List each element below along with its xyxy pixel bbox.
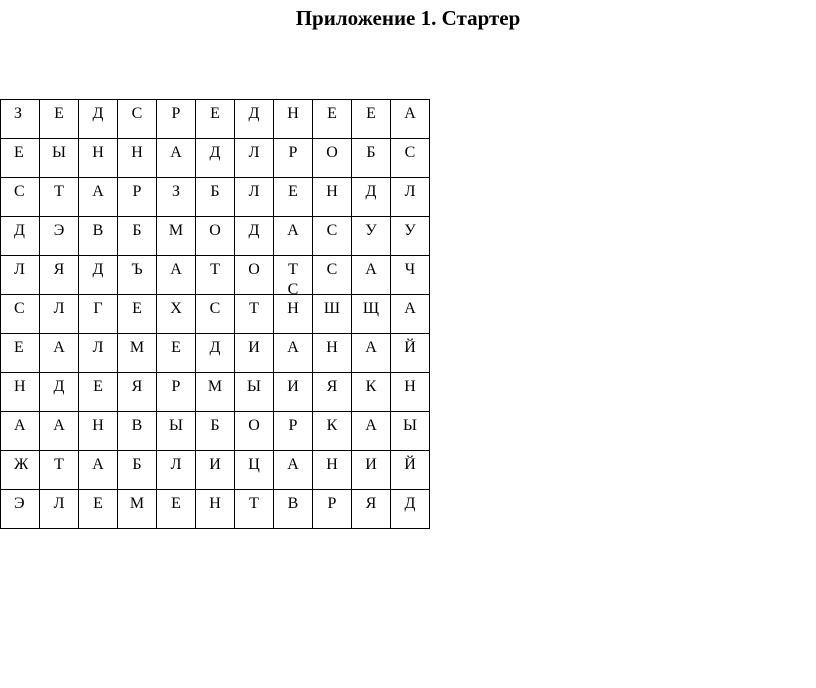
page-title: Приложение 1. Стартер	[295, 6, 521, 30]
grid-letter: А	[14, 417, 26, 434]
grid-cell	[274, 100, 313, 139]
grid-letter: А	[170, 144, 182, 161]
grid-cell	[391, 256, 430, 295]
grid-cell	[352, 490, 391, 529]
grid-letter: А	[53, 339, 65, 356]
grid-letter: Р	[171, 105, 181, 122]
grid-cell	[79, 256, 118, 295]
grid-letter: И	[365, 456, 377, 473]
grid-letter: Я	[53, 261, 65, 278]
grid-cell	[196, 295, 235, 334]
grid-cell	[235, 334, 274, 373]
grid-letter: С	[326, 222, 338, 239]
grid-letter: Р	[132, 183, 142, 200]
grid-letter: Ы	[403, 417, 417, 434]
grid-letter: Н	[209, 495, 221, 512]
grid-letter: З	[171, 183, 180, 200]
grid-letter: Б	[132, 456, 142, 473]
grid-cell	[40, 217, 79, 256]
grid-letter: Н	[326, 456, 338, 473]
grid-cell	[274, 490, 313, 529]
grid-cell	[235, 139, 274, 178]
grid-letter: Е	[132, 300, 142, 317]
grid-cell	[235, 412, 274, 451]
grid-letter: З	[14, 105, 23, 122]
grid-letter: Т	[249, 300, 259, 317]
grid-cell	[157, 490, 196, 529]
grid-cell	[391, 490, 430, 529]
grid-cell	[196, 178, 235, 217]
grid-letter: М	[129, 495, 145, 512]
grid-cell	[40, 256, 79, 295]
grid-letter: Е	[210, 105, 220, 122]
grid-cell	[235, 490, 274, 529]
grid-cell	[391, 178, 430, 217]
grid-cell	[157, 100, 196, 139]
grid-cell	[313, 412, 352, 451]
grid-letter: Н	[131, 144, 143, 161]
grid-letter: Р	[288, 417, 298, 434]
grid-letter: С	[404, 144, 416, 161]
grid-letter: Ч	[404, 261, 416, 278]
grid-letter: Р	[327, 495, 337, 512]
grid-letter: А	[287, 456, 299, 473]
grid-cell	[235, 178, 274, 217]
grid-cell	[118, 334, 157, 373]
grid-cell	[352, 100, 391, 139]
grid-cell	[352, 217, 391, 256]
grid-cell	[274, 178, 313, 217]
grid-letter: Т	[288, 261, 298, 278]
grid-cell	[274, 217, 313, 256]
grid-letter: Э	[53, 222, 65, 239]
grid-letter: О	[209, 222, 221, 239]
grid-cell	[118, 256, 157, 295]
grid-cell	[274, 295, 313, 334]
grid-letter: Л	[248, 144, 260, 161]
grid-letter: Я	[365, 495, 377, 512]
grid-cell	[391, 451, 430, 490]
grid-cell	[196, 490, 235, 529]
grid-row	[1, 295, 430, 334]
grid-letter: Е	[171, 339, 181, 356]
grid-cell	[40, 100, 79, 139]
grid-letter: А	[404, 300, 416, 317]
grid-cell	[313, 139, 352, 178]
grid-letter: И	[209, 456, 221, 473]
grid-cell	[118, 178, 157, 217]
grid-cell	[1, 139, 40, 178]
grid-cell	[40, 412, 79, 451]
grid-cell	[40, 295, 79, 334]
grid-letter: Т	[210, 261, 220, 278]
grid-cell	[157, 217, 196, 256]
grid-letter: А	[53, 417, 65, 434]
grid-cell	[235, 373, 274, 412]
grid-cell	[352, 139, 391, 178]
grid-letter: Е	[171, 495, 181, 512]
grid-cell	[391, 139, 430, 178]
grid-letter: Н	[326, 339, 338, 356]
grid-letter: Э	[14, 495, 25, 512]
grid-cell	[79, 100, 118, 139]
grid-cell	[313, 451, 352, 490]
grid-letter: Л	[92, 339, 104, 356]
grid-cell	[352, 295, 391, 334]
grid-cell	[1, 295, 40, 334]
grid-letter: Г	[93, 300, 103, 317]
grid-letter: Д	[365, 183, 377, 200]
grid-row	[1, 178, 430, 217]
grid-cell	[235, 451, 274, 490]
grid-cell	[79, 373, 118, 412]
grid-cell	[1, 100, 40, 139]
grid-row	[1, 217, 430, 256]
grid-letter: Е	[14, 144, 24, 161]
grid-cell	[352, 373, 391, 412]
grid-cell	[1, 451, 40, 490]
grid-cell	[391, 100, 430, 139]
grid-letter: Н	[287, 105, 299, 122]
grid-letter: А	[92, 183, 104, 200]
grid-cell	[118, 139, 157, 178]
grid-cell	[235, 295, 274, 334]
grid-cell	[79, 412, 118, 451]
grid-letter: Д	[209, 339, 221, 356]
grid-letter: Н	[287, 300, 299, 317]
grid-letter: Д	[404, 495, 416, 512]
grid-letter: М	[207, 378, 223, 395]
grid-letter: Й	[404, 339, 416, 356]
word-search-grid	[0, 99, 430, 529]
grid-letter: Е	[93, 378, 103, 395]
grid-letter: Й	[404, 456, 416, 473]
grid-cell	[118, 490, 157, 529]
grid-cell	[1, 217, 40, 256]
grid-cell	[274, 412, 313, 451]
grid-cell	[313, 334, 352, 373]
grid-cell	[274, 451, 313, 490]
grid-cell	[79, 451, 118, 490]
grid-cell	[118, 217, 157, 256]
grid-cell	[40, 490, 79, 529]
grid-letter: В	[287, 495, 299, 512]
grid-letter: Ц	[248, 456, 260, 473]
grid-cell	[196, 373, 235, 412]
grid-letter: Л	[53, 300, 65, 317]
grid-letter: Д	[248, 222, 260, 239]
grid-letter: Ы	[247, 378, 261, 395]
grid-cell	[40, 334, 79, 373]
grid-row	[1, 451, 430, 490]
grid-letter: Б	[132, 222, 142, 239]
grid-letter: Л	[170, 456, 182, 473]
grid-row	[1, 100, 430, 139]
grid-cell	[1, 178, 40, 217]
grid-cell	[274, 256, 313, 295]
grid-cell	[313, 256, 352, 295]
grid-letter: Е	[54, 105, 64, 122]
grid-cell	[391, 412, 430, 451]
grid-letter: И	[287, 378, 299, 395]
grid-cell	[313, 178, 352, 217]
grid-cell	[352, 178, 391, 217]
grid-cell	[391, 334, 430, 373]
grid-letter: Е	[288, 183, 298, 200]
grid-letter: Р	[288, 144, 298, 161]
grid-letter: К	[365, 378, 377, 395]
grid-letter: Д	[14, 222, 25, 239]
grid-cell	[313, 490, 352, 529]
grid-letter: О	[248, 417, 260, 434]
grid-letter: Б	[210, 183, 220, 200]
grid-cell	[118, 412, 157, 451]
grid-letter: Д	[248, 105, 260, 122]
grid-cell	[274, 373, 313, 412]
grid-cell	[313, 295, 352, 334]
grid-cell	[157, 334, 196, 373]
grid-letter: С	[14, 300, 25, 317]
grid-cell	[1, 412, 40, 451]
grid-letter: Ж	[14, 456, 29, 473]
grid-letter: Л	[53, 495, 65, 512]
grid-letter: М	[168, 222, 184, 239]
grid-letter: С	[209, 300, 221, 317]
grid-letter: К	[326, 417, 338, 434]
grid-cell	[235, 100, 274, 139]
grid-cell	[313, 373, 352, 412]
grid-letter: Б	[210, 417, 220, 434]
grid-cell	[196, 217, 235, 256]
grid-letter: Д	[92, 261, 104, 278]
grid-letter: Н	[326, 183, 338, 200]
grid-letter: Д	[53, 378, 65, 395]
grid-cell	[40, 373, 79, 412]
grid-cell	[391, 217, 430, 256]
grid-letter: А	[365, 417, 377, 434]
grid-letter: Я	[131, 378, 143, 395]
grid-letter: А	[92, 456, 104, 473]
grid-letter: М	[129, 339, 145, 356]
grid-cell	[157, 139, 196, 178]
grid-letter: Р	[171, 378, 181, 395]
grid-row	[1, 256, 430, 295]
grid-letter: А	[365, 261, 377, 278]
grid-letter: Д	[92, 105, 104, 122]
grid-cell	[79, 490, 118, 529]
grid-cell	[157, 451, 196, 490]
grid-cell	[313, 100, 352, 139]
grid-letter: И	[248, 339, 260, 356]
grid-letter: Н	[92, 144, 104, 161]
grid-letter: О	[326, 144, 338, 161]
grid-letter: Н	[404, 378, 416, 395]
grid-cell	[1, 490, 40, 529]
grid-cell	[79, 178, 118, 217]
grid-cell	[1, 373, 40, 412]
grid-cell	[118, 451, 157, 490]
grid-cell	[196, 412, 235, 451]
grid-letter: Е	[93, 495, 103, 512]
grid-letter: С	[14, 183, 25, 200]
grid-cell	[1, 256, 40, 295]
grid-letter: В	[92, 222, 104, 239]
grid-letter: Ш	[323, 300, 341, 317]
grid-cell	[313, 217, 352, 256]
grid-letter: А	[287, 339, 299, 356]
grid-letter: Л	[14, 261, 25, 278]
grid-cell	[157, 295, 196, 334]
grid-letter: А	[365, 339, 377, 356]
grid-cell	[79, 334, 118, 373]
grid-cell	[40, 178, 79, 217]
grid-cell	[352, 334, 391, 373]
grid-cell	[40, 451, 79, 490]
grid-letter: Х	[170, 300, 182, 317]
grid-cell	[196, 334, 235, 373]
grid-cell	[157, 412, 196, 451]
grid-row	[1, 334, 430, 373]
grid-letter: Т	[54, 456, 64, 473]
grid-letter: Ъ	[131, 261, 143, 278]
grid-letter-overflow: С	[287, 281, 299, 294]
grid-cell	[157, 256, 196, 295]
grid-letter: Е	[327, 105, 337, 122]
grid-letter: С	[131, 105, 143, 122]
grid-row	[1, 373, 430, 412]
grid-letter: Е	[14, 339, 24, 356]
grid-letter: О	[248, 261, 260, 278]
grid-cell	[352, 451, 391, 490]
grid-letter: Ы	[169, 417, 183, 434]
grid-letter: Щ	[362, 300, 380, 317]
grid-cell	[40, 139, 79, 178]
grid-row	[1, 490, 430, 529]
grid-row	[1, 139, 430, 178]
grid-cell	[79, 217, 118, 256]
grid-letter: Д	[209, 144, 221, 161]
grid-letter: Ы	[52, 144, 66, 161]
grid-letter: Л	[248, 183, 260, 200]
grid-cell	[157, 373, 196, 412]
grid-letter: А	[404, 105, 416, 122]
grid-row	[1, 412, 430, 451]
grid-cell	[1, 334, 40, 373]
grid-letter: Т	[54, 183, 64, 200]
grid-cell	[196, 139, 235, 178]
grid-letter: Н	[14, 378, 26, 395]
grid-letter: А	[287, 222, 299, 239]
grid-cell	[118, 373, 157, 412]
grid-letter: Т	[249, 495, 259, 512]
grid-cell	[352, 412, 391, 451]
grid-letter: У	[365, 222, 377, 239]
grid-cell	[118, 295, 157, 334]
grid-cell	[274, 139, 313, 178]
grid-letter: С	[326, 261, 338, 278]
grid-letter: В	[131, 417, 143, 434]
grid-letter: Б	[366, 144, 376, 161]
grid-cell	[79, 139, 118, 178]
grid-cell	[157, 178, 196, 217]
grid-cell	[79, 295, 118, 334]
grid-cell	[196, 451, 235, 490]
grid-letter: Н	[92, 417, 104, 434]
grid-cell	[118, 100, 157, 139]
grid-letter: А	[170, 261, 182, 278]
grid-letter: У	[404, 222, 416, 239]
grid-cell	[274, 334, 313, 373]
grid-letter: Е	[366, 105, 376, 122]
grid-letter: Л	[404, 183, 416, 200]
grid-letter: Я	[326, 378, 338, 395]
grid-cell	[196, 100, 235, 139]
grid-cell	[235, 217, 274, 256]
grid-cell	[196, 256, 235, 295]
grid-cell	[352, 256, 391, 295]
grid-cell	[391, 295, 430, 334]
grid-cell	[235, 256, 274, 295]
grid-cell	[391, 373, 430, 412]
